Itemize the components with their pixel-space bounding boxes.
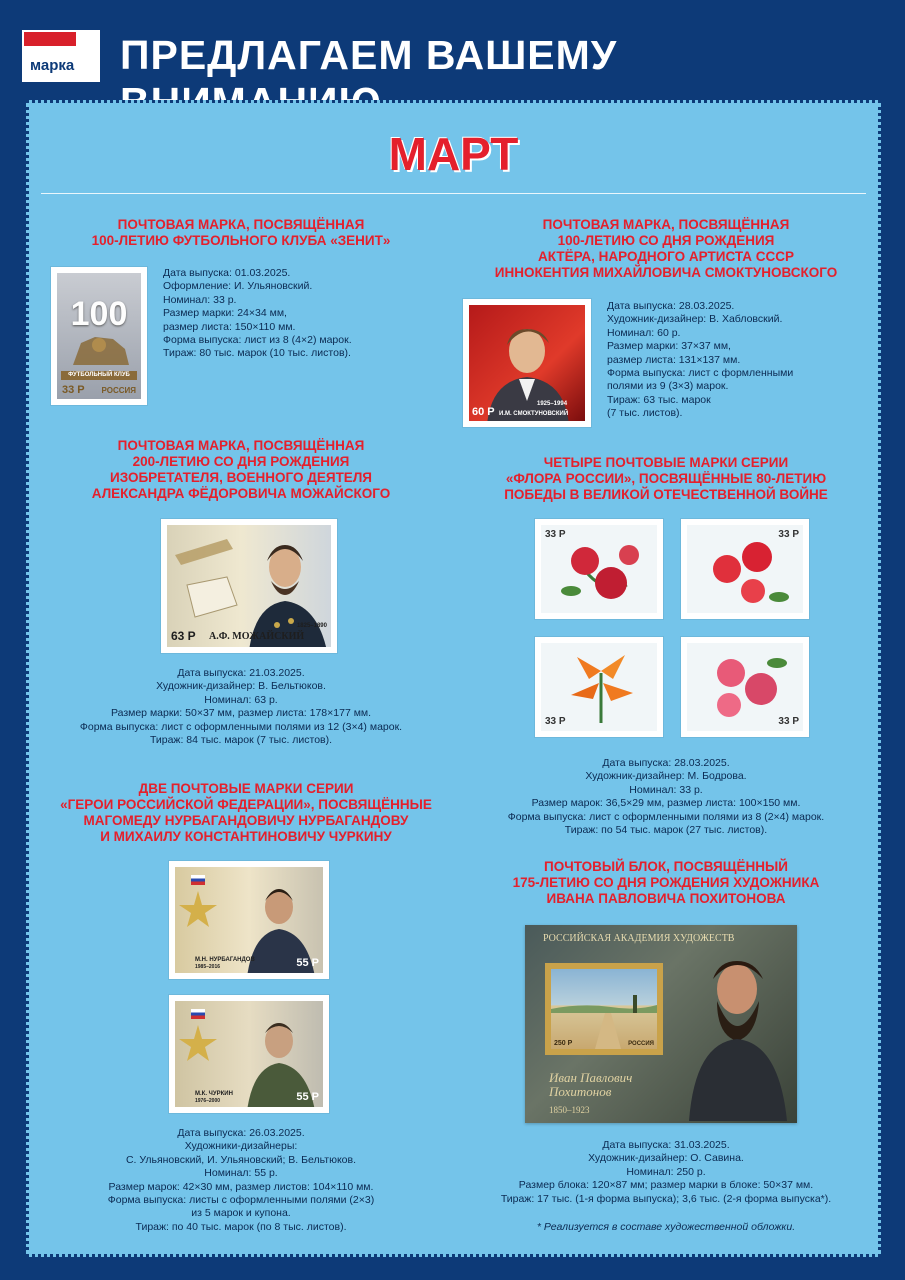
nurbagandov-stamp-years: 1985–2016	[195, 964, 221, 970]
info-line: Художник-дизайнер: В. Хабловский.	[607, 313, 783, 326]
flora-stamp-2-art	[687, 525, 803, 613]
info-line: Тираж: 84 тыс. марок (7 тыс. листов).	[149, 734, 333, 747]
mozhaisky-title-line: ПОЧТОВАЯ МАРКА, ПОСВЯЩЁННАЯ	[117, 438, 365, 453]
divider	[41, 193, 866, 194]
info-line: Номинал: 33 р.	[629, 783, 703, 796]
block-years: 1850–1923	[549, 1105, 590, 1115]
pokhitonov-title-line: ПОЧТОВЫЙ БЛОК, ПОСВЯЩЁННЫЙ	[544, 859, 788, 874]
info-line: Размер блока: 120×87 мм; размер марки в блоке: 50×37 мм.	[518, 1179, 814, 1192]
nurbagandov-stamp-art	[175, 867, 323, 973]
info-line: С. Ульяновский, И. Ульяновский; В. Бельтюков.	[125, 1153, 357, 1166]
lion-emblem-icon	[59, 329, 141, 369]
flora-stamp-value: 33 Р	[545, 716, 566, 727]
marka-logo	[22, 30, 100, 82]
zenit-stamp-country: РОССИЯ	[101, 386, 136, 395]
info-line: Дата выпуска: 21.03.2025.	[177, 667, 305, 679]
mozhaisky-stamp-value: 63 Р	[171, 629, 196, 643]
smoktunovsky-stamp-name: И.М. СМОКТУНОВСКИЙ	[499, 411, 569, 417]
info-line: из 5 марок и купона.	[191, 1207, 291, 1220]
info-line: Дата выпуска: 31.03.2025.	[602, 1139, 730, 1151]
announcement-sheet	[26, 100, 881, 1257]
nurbagandov-stamp	[169, 861, 329, 979]
month-title: МАРТ	[388, 128, 519, 180]
info-line: Художники-дизайнеры:	[184, 1140, 298, 1153]
info-line: Размер марки: 24×34 мм,	[163, 307, 287, 320]
block-inner-stamp	[545, 963, 663, 1055]
info-line: Форма выпуска: лист из 8 (4×2) марок.	[163, 334, 352, 347]
flora-stamp-value: 33 Р	[778, 716, 799, 727]
flora-title-line: «ФЛОРА РОССИИ», ПОСВЯЩЁННЫЕ 80-ЛЕТИЮ	[505, 471, 827, 486]
artist-portrait-icon	[679, 931, 789, 1121]
info-line: Номинал: 55 р.	[204, 1167, 278, 1180]
info-line: Размер марки: 50×37 мм, размер листа: 178×177 мм.	[110, 707, 372, 720]
info-line: Тираж: 63 тыс. марок	[607, 393, 711, 406]
flora-stamp-value: 33 Р	[778, 529, 799, 540]
info-line: Форма выпуска: лист с оформленными полями из 12 (3×4) марок.	[79, 720, 403, 733]
block-signature: Иван Павлович Похитонов	[549, 1070, 633, 1099]
mozhaisky-title-line: ИЗОБРЕТАТЕЛЯ, ВОЕННОГО ДЕЯТЕЛЯ	[110, 470, 372, 485]
logo-red-bar	[24, 32, 76, 46]
info-line: размер листа: 150×110 мм.	[163, 320, 296, 333]
info-line: Форма выпуска: листы с оформленными полями (2×3)	[107, 1194, 375, 1207]
block-landscape	[551, 969, 657, 1049]
info-line: Форма выпуска: лист с оформленными полями из 8 (2×4) марок.	[507, 810, 825, 823]
info-line: Дата выпуска: 28.03.2025.	[602, 757, 730, 769]
info-line: Дата выпуска: 01.03.2025.	[163, 267, 291, 279]
flora-stamp-4-art	[687, 643, 803, 731]
smoktunovsky-title-line: ПОЧТОВАЯ МАРКА, ПОСВЯЩЁННАЯ	[542, 217, 790, 232]
info-line: Дата выпуска: 28.03.2025.	[607, 300, 735, 312]
flora-stamp-value: 33 Р	[545, 529, 566, 540]
pokhitonov-block	[525, 925, 797, 1123]
zenit-title-line: ПОЧТОВАЯ МАРКА, ПОСВЯЩЁННАЯ	[117, 217, 365, 232]
pokhitonov-title	[461, 859, 871, 907]
info-line: Номинал: 33 р.	[163, 293, 237, 306]
flora-info	[461, 757, 871, 837]
info-line: Художник-дизайнер: О. Савина.	[588, 1152, 744, 1165]
smoktunovsky-title-line: 100-ЛЕТИЮ СО ДНЯ РОЖДЕНИЯ	[557, 233, 775, 248]
flora-title-line: ПОБЕДЫ В ВЕЛИКОЙ ОТЕЧЕСТВЕННОЙ ВОЙНЕ	[504, 487, 828, 502]
heroes-title-line: И МИХАИЛУ КОНСТАНТИНОВИЧУ ЧУРКИНУ	[100, 829, 392, 844]
info-line: (7 тыс. листов).	[607, 407, 683, 420]
heroes-title-line: «ГЕРОИ РОССИЙСКОЙ ФЕДЕРАЦИИ», ПОСВЯЩЁННЫЕ	[60, 797, 432, 812]
info-line: Форма выпуска: лист с формленными	[607, 367, 794, 380]
info-line: Тираж: по 54 тыс. марок (27 тыс. листов).	[564, 824, 768, 837]
info-line: Размер марок: 42×30 мм, размер листов: 104×110 мм.	[108, 1180, 374, 1193]
zenit-stamp-100: 100	[70, 295, 128, 333]
flora-title	[461, 455, 871, 503]
mozhaisky-stamp	[161, 519, 337, 653]
block-header: РОССИЙСКАЯ АКАДЕМИЯ ХУДОЖЕСТВ	[543, 933, 735, 944]
flora-stamp-4	[681, 637, 809, 737]
smoktunovsky-stamp-years: 1925–1994	[537, 401, 568, 407]
smoktunovsky-stamp	[463, 299, 591, 427]
smoktunovsky-title-line: АКТЁРА, НАРОДНОГО АРТИСТА СССР	[538, 249, 794, 264]
block-country: РОССИЯ	[628, 1041, 654, 1047]
info-line: Номинал: 250 р.	[626, 1165, 706, 1178]
info-line: Размер марок: 36,5×29 мм, размер листа: 100×150 мм.	[531, 797, 801, 810]
info-line: Тираж: по 40 тыс. марок (по 8 тыс. листов).	[135, 1220, 347, 1233]
churkin-stamp-name: М.К. ЧУРКИН	[195, 1091, 233, 1097]
mozhaisky-info	[61, 667, 421, 747]
smoktunovsky-stamp-art	[469, 305, 585, 421]
heroes-title-line: ДВЕ ПОЧТОВЫЕ МАРКИ СЕРИИ	[138, 781, 354, 796]
info-line: Тираж: 17 тыс. (1-я форма выпуска); 3,6 тыс. (2-я форма выпуска*).	[500, 1192, 832, 1205]
churkin-stamp-years: 1976–2000	[195, 1098, 221, 1104]
logo-text: марка	[30, 57, 75, 74]
info-line: Художник-дизайнер: М. Бодрова.	[585, 770, 747, 783]
pokhitonov-title-line: ИВАНА ПАВЛОВИЧА ПОХИТОНОВА	[546, 891, 786, 906]
info-line: Художник-дизайнер: В. Бельтюков.	[156, 680, 326, 693]
churkin-stamp-value: 55 Р	[296, 1091, 319, 1103]
flora-title-line: ЧЕТЫРЕ ПОЧТОВЫЕ МАРКИ СЕРИИ	[543, 455, 789, 470]
heroes-info	[61, 1127, 421, 1234]
smoktunovsky-title-line: ИННОКЕНТИЯ МИХАЙЛОВИЧА СМОКТУНОВСКОГО	[494, 265, 838, 280]
pokhitonov-title-line: 175-ЛЕТИЮ СО ДНЯ РОЖДЕНИЯ ХУДОЖНИКА	[512, 875, 820, 890]
churkin-stamp-art	[175, 1001, 323, 1107]
info-line: Оформление: И. Ульяновский.	[163, 280, 313, 293]
info-line: Тираж: 80 тыс. марок (10 тыс. листов).	[163, 347, 351, 360]
pokhitonov-info	[461, 1139, 871, 1206]
info-line: Дата выпуска: 26.03.2025.	[177, 1127, 305, 1139]
flora-stamp-3	[535, 637, 663, 737]
flora-stamp-1	[535, 519, 663, 619]
info-line: Номинал: 60 р.	[607, 326, 681, 339]
zenit-title-line: 100-ЛЕТИЮ ФУТБОЛЬНОГО КЛУБА «ЗЕНИТ»	[91, 233, 391, 248]
mozhaisky-stamp-years: 1825–1890	[296, 623, 327, 629]
zenit-title	[61, 217, 421, 249]
flora-stamp-1-art	[541, 525, 657, 613]
zenit-stamp	[51, 267, 147, 405]
heroes-title-line: МАГОМЕДУ НУРБАГАНДОВИЧУ НУРБАГАНДОВУ	[83, 813, 409, 828]
zenit-stamp-art	[57, 273, 141, 399]
info-line: полями из 9 (3×3) марок.	[607, 380, 729, 393]
zenit-stamp-caption: ФУТБОЛЬНЫЙ КЛУБ	[68, 372, 130, 378]
churkin-stamp	[169, 995, 329, 1113]
header-title: ПРЕДЛАГАЕМ ВАШЕМУ	[120, 32, 618, 78]
heroes-title	[41, 781, 451, 845]
mozhaisky-title-line: АЛЕКСАНДРА ФЁДОРОВИЧА МОЖАЙСКОГО	[91, 486, 391, 501]
pokhitonov-note: * Реализуется в составе художественной обложки.	[536, 1221, 796, 1233]
landscape-painting-icon	[551, 969, 657, 1049]
info-line: Размер марки: 37×37 мм,	[607, 340, 731, 353]
nurbagandov-stamp-value: 55 Р	[296, 957, 319, 969]
zenit-info	[163, 267, 423, 361]
block-value: 250 Р	[554, 1040, 573, 1047]
nurbagandov-stamp-name: М.Н. НУРБАГАНДОВ	[195, 957, 255, 963]
mozhaisky-title-line: 200-ЛЕТИЮ СО ДНЯ РОЖДЕНИЯ	[132, 454, 350, 469]
flora-stamp-2	[681, 519, 809, 619]
info-line: Номинал: 63 р.	[204, 693, 278, 706]
info-line: размер листа: 131×137 мм.	[607, 353, 741, 366]
mozhaisky-title	[61, 438, 421, 502]
portrait-icon	[469, 305, 585, 421]
smoktunovsky-stamp-value: 60 Р	[472, 406, 495, 418]
smoktunovsky-info	[607, 300, 867, 421]
zenit-stamp-value: 33 Р	[62, 384, 85, 396]
flora-stamp-3-art	[541, 643, 657, 731]
mozhaisky-stamp-art	[167, 525, 331, 647]
smoktunovsky-title	[461, 217, 871, 281]
mozhaisky-stamp-name: А.Ф. МОЖАЙСКИЙ	[209, 631, 305, 642]
